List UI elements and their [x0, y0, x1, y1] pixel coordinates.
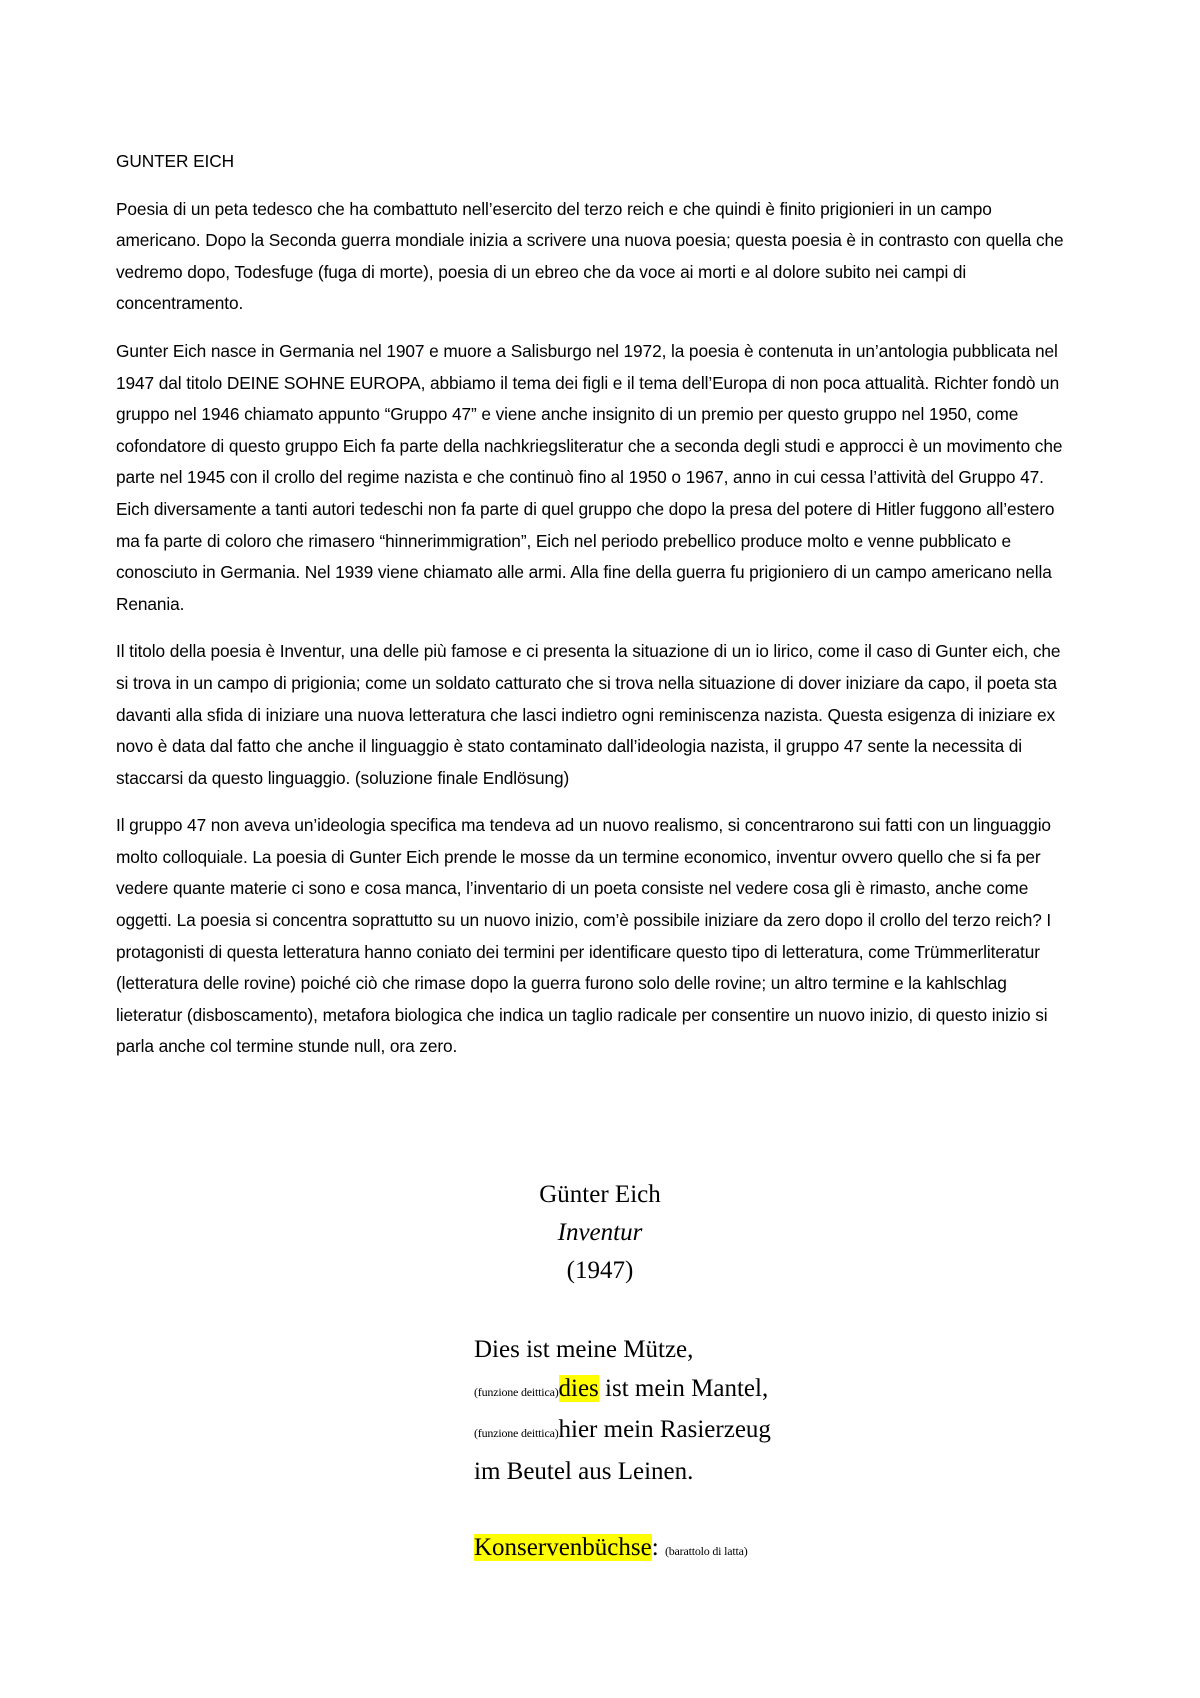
poem-header	[0, 1176, 1200, 1290]
stanza-gap	[474, 1491, 771, 1529]
annotation-funzione-deittica: (funzione deittica)	[474, 1426, 559, 1440]
poem-line-1: Dies ist meine Mütze,	[474, 1336, 694, 1363]
poem-line-2	[474, 1370, 771, 1412]
paragraph-gruppo-47: Il gruppo 47 non aveva un’ideologia specifica ma tendeva ad un nuovo realismo, si concentrarono sui fatti con un linguaggio molto colloquiale. La poesia di Gunter Eich prende le mosse da un termine economico, inventur ovvero quello che si fa per vedere quante materie ci sono e cosa manca, l’inventario di un poeta consiste nel vedere cosa gli è rimasto, anche come oggetti. La poesia si concentra soprattutto su un nuovo inizio, com’è possibile iniziare da zero dopo il crollo del terzo reich? I protagonisti di questa letteratura hanno coniato dei termini per identificare questo tipo di letteratura, come Trümmerliteratur (letteratura delle rovine) poiché ciò che rimase dopo la guerra furono solo delle rovine; un altro termine e la kahlschlag lieteratur (disboscamento), metafora biologica che indica un taglio radicale per consentire un nuovo inizio, di questo inizio si parla anche col termine stunde null, ora zero.	[116, 815, 1052, 1057]
annotation-barattolo-di-latta: (barattolo di latta)	[664, 1544, 748, 1558]
poem-line-2-rest: ist mein Mantel,	[598, 1374, 769, 1402]
paragraph-inventur-title: Il titolo della poesia è Inventur, una delle più famose e ci presenta la situazione di un io lirico, come il caso di Gunter eich, che si trova in un campo di prigionia; come un soldato catturato che si trova nella situazione di dover iniziare da capo, il poeta sta davanti alla sfida di iniziare una nuova letteratura che lasci indietro ogni reminiscenza nazista. Questa esigenza di iniziare ex novo è data dal fatto che anche il linguaggio è stato contaminato dall’ideologia nazista, il gruppo 47 sente la necessita di staccarsi da questo linguaggio. (soluzione finale Endlösung)	[116, 641, 1061, 788]
poem-text	[474, 1331, 771, 1571]
poem-line-konservenbuchse	[474, 1529, 771, 1571]
annotation-funzione-deittica: (funzione deittica)	[474, 1384, 559, 1399]
poem-title: Inventur	[557, 1219, 643, 1246]
document-heading: GUNTER EICH	[116, 151, 234, 171]
poem-line-3	[474, 1411, 771, 1453]
poem-line-3-rest: hier mein Rasierzeug	[558, 1416, 771, 1443]
highlighted-word-dies: dies	[558, 1374, 599, 1402]
body-text	[116, 146, 1076, 1079]
paragraph-biography: Gunter Eich nasce in Germania nel 1907 e muore a Salisburgo nel 1972, la poesia è contenuta in un’antologia pubblicata nel 1947 dal titolo DEINE SOHNE EUROPA, abbiamo il tema dei figli e il tema dell’Europa di non poca attualità. Richter fondò un gruppo nel 1946 chiamato appunto “Gruppo 47” e viene anche insignito di un premio per questo gruppo nel 1950, come cofondatore di questo gruppo Eich fa parte della nachkriegsliteratur che a seconda degli studi e approcci è un movimento che parte nel 1945 con il crollo del regime nazista e che continuò fino al 1950 o 1967, anno in cui cessa l’attività del Gruppo 47. Eich diversamente a tanti autori tedeschi non fa parte di quel gruppo che dopo la presa del potere di Hitler fuggono all’estero ma fa parte di coloro che rimasero “hinnerimmigration”, Eich nel periodo prebellico produce molto e venne pubblicato e conosciuto in Germania. Nel 1939 viene chiamato alle armi. Alla fine della guerra fu prigioniero di un campo americano nella Renania.	[116, 340, 1063, 614]
highlighted-word-konservenbuchse: Konservenbüchse	[474, 1534, 652, 1561]
paragraph-intro: Poesia di un peta tedesco che ha combattuto nell’esercito del terzo reich e che quindi è finito prigionieri in un campo americano. Dopo la Seconda guerra mondiale inizia a scrivere una nuova poesia; questa poesia è in contrasto con quella che vedremo dopo, Todesfuge (fuga di morte), poesia di un ebreo che da voce ai morti e al dolore subito nei campi di concentramento.	[116, 198, 1064, 314]
poem-line-4: im Beutel aus Leinen.	[474, 1457, 694, 1485]
poem-author: Günter Eich	[539, 1181, 661, 1208]
poem-year: (1947)	[566, 1257, 634, 1284]
konserven-colon: :	[651, 1534, 659, 1561]
